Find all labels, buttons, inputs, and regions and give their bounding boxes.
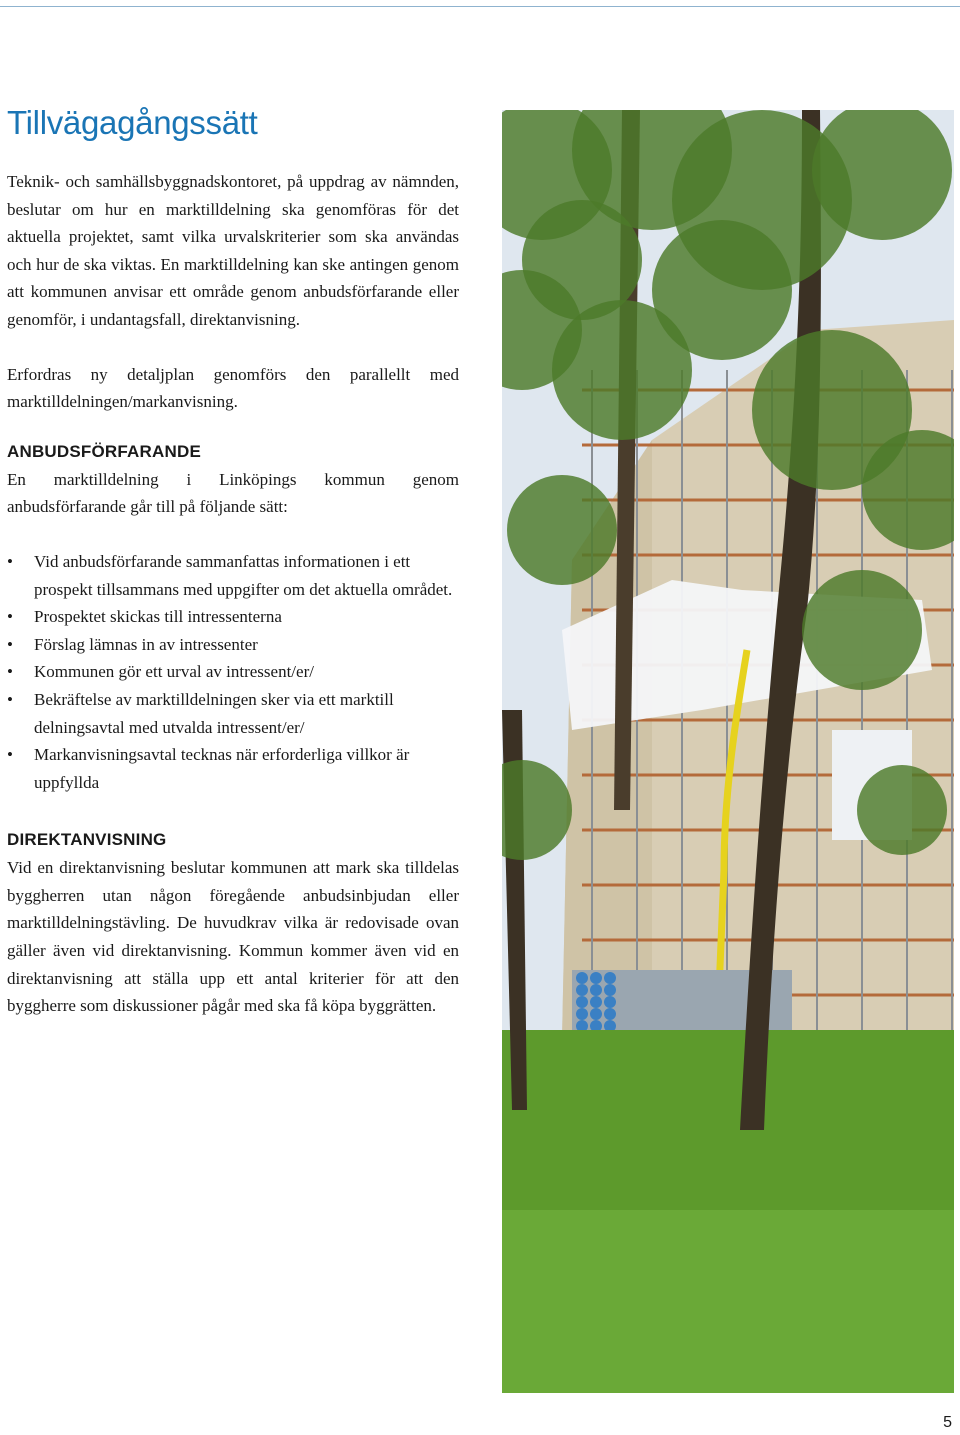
intro-paragraph-1: Teknik- och samhällsbyggnadskontoret, på uppdrag av nämnden, beslutar om hur en marktilldelning ska genomföras för det aktuella projektet, samt vilka urvalskriterier som ska användas och hur de ska viktas. En marktilldelning kan ske antingen genom att kommunen anvisar ett område genom anbudsförfarande eller genomför, i undantagsfall, direktanvisning.: [7, 172, 459, 329]
anbud-bullet-list: [7, 548, 459, 796]
pipe-ends: [576, 972, 616, 1032]
pipe-end: [604, 984, 616, 996]
top-rule: [0, 6, 960, 7]
lawn-light: [502, 1210, 954, 1393]
pipe-end: [590, 972, 602, 984]
photo-illustration: [502, 110, 954, 1393]
direkt-heading: DIREKTANVISNING: [7, 830, 167, 850]
list-item: [7, 658, 459, 686]
pipe-end: [576, 996, 588, 1008]
pipe-end: [590, 996, 602, 1008]
list-item: [7, 686, 459, 741]
list-item: [7, 631, 459, 659]
list-item: [7, 603, 459, 631]
pipe-end: [576, 984, 588, 996]
pipe-end: [576, 1008, 588, 1020]
bullet-glyph: •: [7, 745, 13, 765]
anbud-intro: En marktilldelning i Linköpings kommun genom anbudsförfarande går till på följande sätt:: [7, 469, 459, 517]
text-column: [7, 100, 459, 1020]
list-item-text: Kommunen gör ett urval av intressent/er/: [34, 662, 314, 682]
pipe-end: [604, 996, 616, 1008]
leaf-cluster: [857, 765, 947, 855]
bullet-glyph: •: [7, 689, 13, 709]
pipe-end: [590, 984, 602, 996]
bullet-glyph: •: [7, 551, 13, 571]
direkt-paragraph: Vid en direktanvisning beslutar kommunen att mark ska tilldelas byggherren utan någon föregående anbudsinbjudan eller marktilldelningstävling. De huvudkrav vilka är redovisade ovan gäller även vid direktanvisning. Kommun kommer även vid en direktanvisning att ställa upp ett antal kriterier för att den byggherre som diskussioner pågår med ska få köpa byggrätten.: [7, 858, 459, 1016]
leaf-cluster: [652, 220, 792, 360]
bullet-glyph: •: [7, 662, 13, 682]
list-item-text: Vid anbudsförfarande sammanfattas informationen i ett prospekt tillsammans med uppgifter om det aktuella området.: [34, 551, 453, 599]
bullet-glyph: •: [7, 634, 13, 654]
list-item-text: Bekräftelse av marktilldelningen sker via ett marktill delningsavtal med utvalda intressent/er/: [34, 689, 394, 737]
list-item: [7, 741, 459, 796]
bullet-glyph: •: [7, 607, 13, 627]
leaf-cluster: [522, 200, 642, 320]
list-item-text: Förslag lämnas in av intressenter: [34, 634, 258, 654]
anbud-heading: ANBUDSFÖRFARANDE: [7, 441, 201, 461]
pipe-end: [604, 972, 616, 984]
list-item-text: Markanvisningsavtal tecknas när erforderliga villkor är uppfyllda: [34, 745, 410, 792]
page-number: 5: [943, 1414, 952, 1431]
pipe-end: [604, 1008, 616, 1020]
pipe-end: [576, 972, 588, 984]
construction-photo: [502, 110, 954, 1393]
leaf-cluster: [507, 475, 617, 585]
leaf-cluster: [802, 570, 922, 690]
list-item-text: Prospektet skickas till intressenterna: [34, 607, 282, 627]
list-item: [7, 548, 459, 603]
intro-paragraph-2: Erfordras ny detaljplan genomförs den parallellt med marktilldelningen/markanvisning.: [7, 364, 459, 412]
pipe-end: [590, 1008, 602, 1020]
page-title: Tillvägagångssätt: [7, 104, 258, 141]
